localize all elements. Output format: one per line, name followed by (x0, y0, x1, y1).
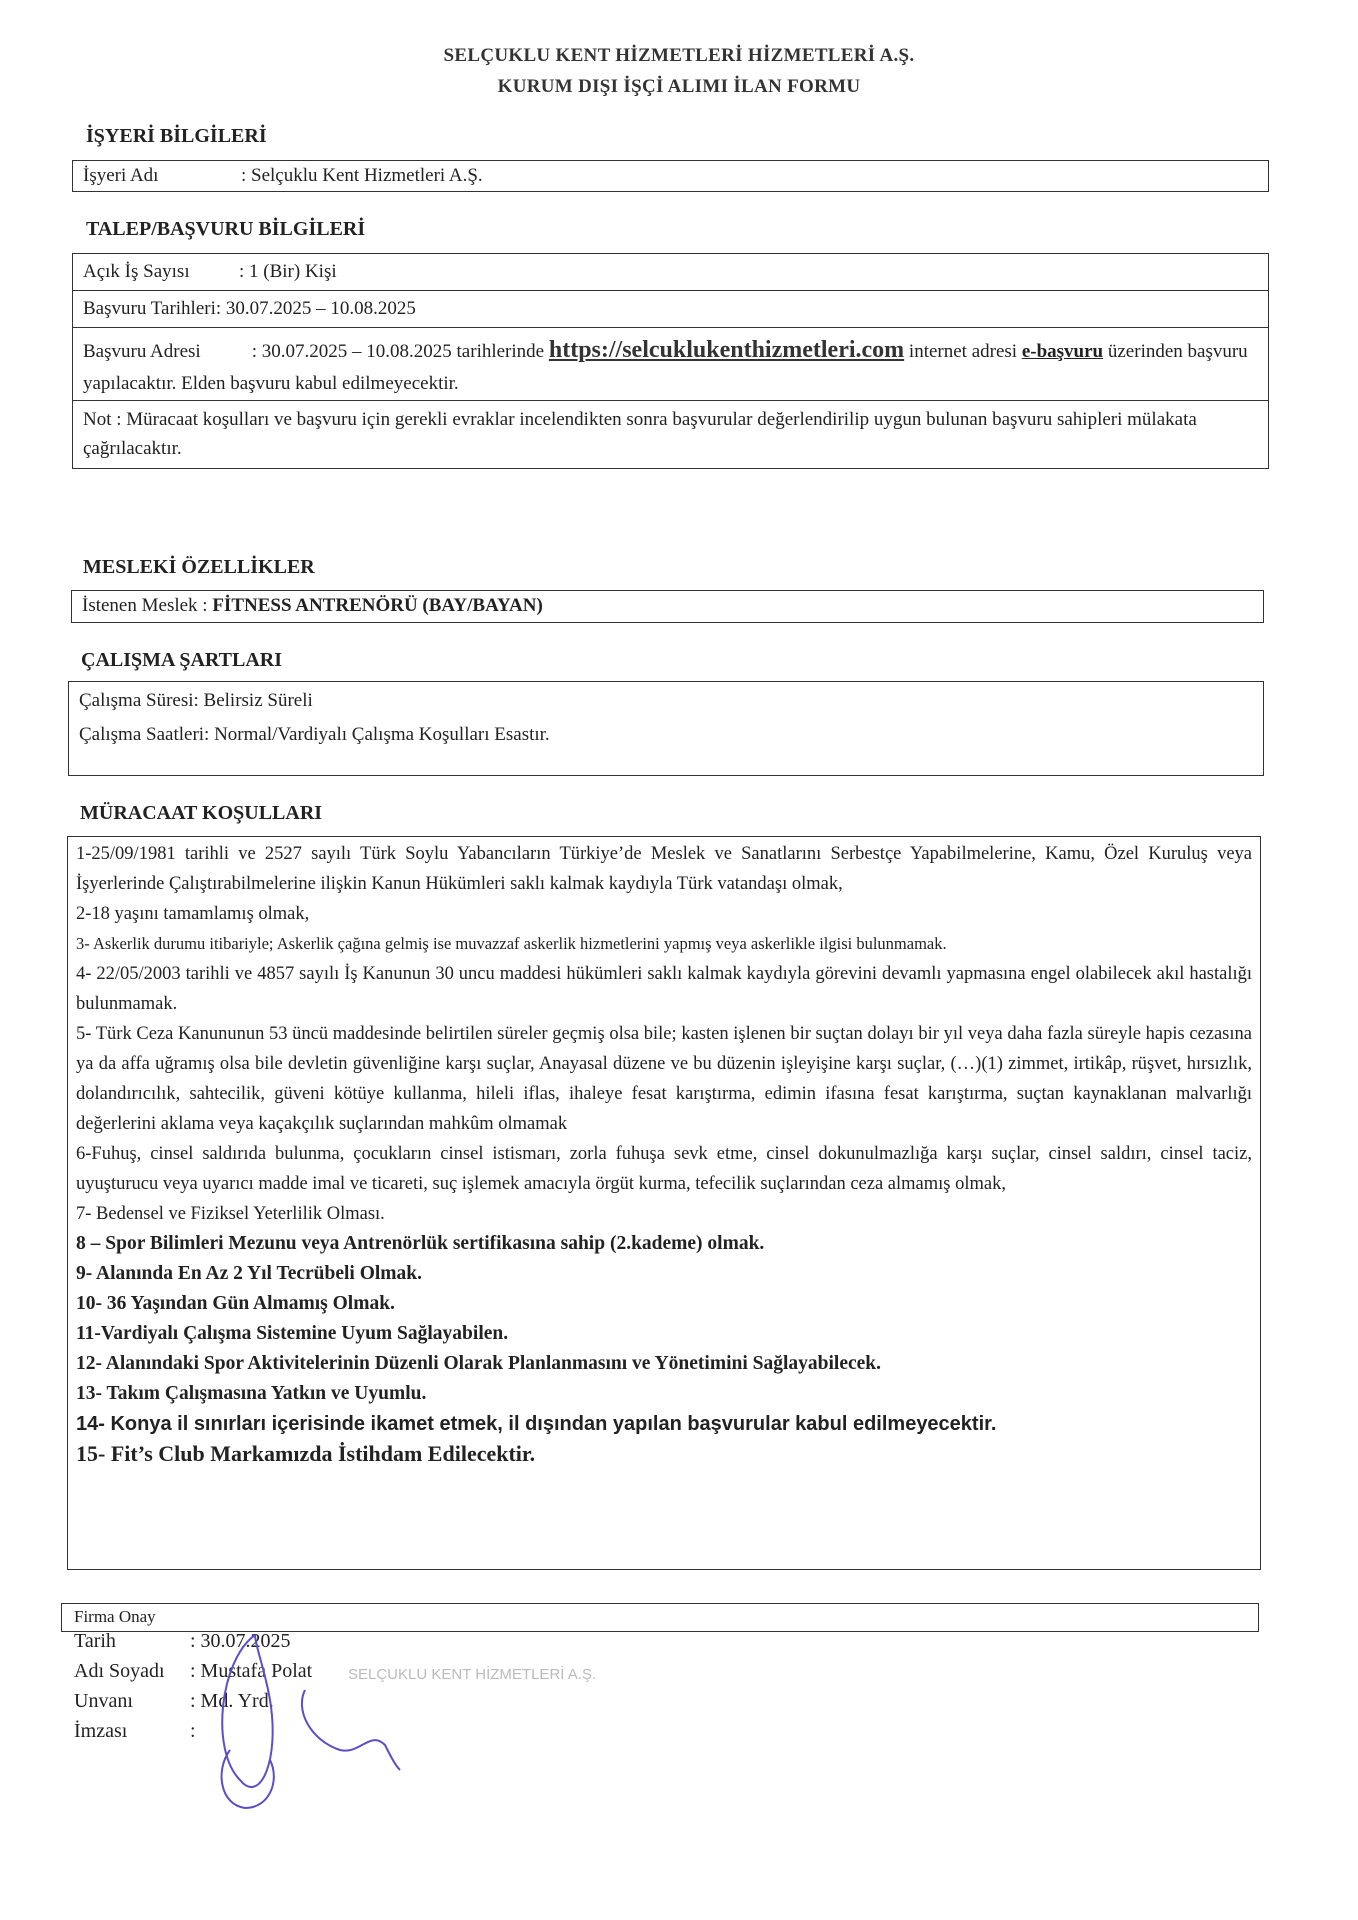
talep-box (72, 253, 1269, 469)
muracaat-heading: MÜRACAAT KOŞULLARI (80, 802, 323, 824)
document-title: SELÇUKLU KENT HİZMETLERİ HİZMETLERİ A.Ş. (443, 45, 915, 66)
condition-9: 9- Alanında En Az 2 Yıl Tecrübeli Olmak. (76, 1263, 423, 1284)
unvan-value: : Md. Yrd. (190, 1690, 274, 1712)
adres-dates: : 30.07.2025 – 10.08.2025 tarihlerinde (251, 341, 545, 362)
condition-1: 1-25/09/1981 tarihli ve 2527 sayılı Türk Soylu Yabancıların Türkiye’de Meslek ve Sanatlarını Serbestçe Yapabilmelerine, Kamu, Özel Kuruluş veya İşyerlerinde Çalıştırabilmelerine ilişkin Kanun Hükümleri saklı kalmak kaydıyla Türk vatandaşı olmak, (76, 844, 1252, 894)
ad-value: : Mustafa Polat (190, 1660, 313, 1682)
meslek-box (71, 590, 1264, 623)
isyeri-label: İşyeri Adı (83, 164, 159, 186)
ad-label: Adı Soyadı (74, 1660, 165, 1682)
imza-label: İmzası (74, 1720, 128, 1742)
isyeri-heading: İŞYERİ BİLGİLERİ (86, 125, 267, 147)
calisma-saatleri: Çalışma Saatleri: Normal/Vardiyalı Çalışma Koşulları Esastır. (79, 724, 550, 745)
calisma-box (68, 681, 1264, 776)
adres-mid: internet adresi (908, 341, 1018, 362)
condition-5: 5- Türk Ceza Kanununun 53 üncü maddesinde belirtilen süreler geçmiş olsa bile; kasten işlenen bir suçtan dolayı bir yıl veya daha fazla süreyle hapis cezasına ya da affa uğramış olsa bile devletin güvenliğine karşı suçlar, Anayasal düzene ve bu düzenin işleyişine karşı suçlar, (…)(1) zimmet, irtikâp, rüşvet, hırsızlık, dolandırıcılık, sahtecilik, güveni kötüye kullanma, hileli iflas, ihaleye fesat karıştırma, edimin ifasına fesat karıştırma, suçtan kaynaklanan malvarlığı değerlerini aklama veya kaçakçılık suçlarından mahkûm olmamak (76, 1024, 1252, 1134)
condition-4: 4- 22/05/2003 tarihli ve 4857 sayılı İş Kanunun 30 uncu maddesi hükümleri saklı kalmak kaydıyla görevini devamlı yapmasına engel olabilecek akıl hastalığı bulunmamak. (76, 964, 1252, 1014)
muracaat-box (67, 836, 1261, 1570)
isyeri-value: : Selçuklu Kent Hizmetleri A.Ş. (241, 164, 483, 186)
meslek-label: İstenen Meslek : (82, 595, 208, 616)
condition-2: 2-18 yaşını tamamlamış olmak, (76, 904, 310, 924)
condition-6: 6-Fuhuş, cinsel saldırıda bulunma, çocukların cinsel istismarı, zorla fuhuşa sevk etme, cinsel dokunulmazlığa karşı suçlar, cinsel saldırı, cinsel taciz, uyuşturucu veya uyarıcı madde imal ve ticareti, suç işlemek amacıyla örgüt kurma, tefecilik suçlarından ceza almamış olmak, (76, 1144, 1252, 1194)
talep-heading: TALEP/BAŞVURU BİLGİLERİ (86, 218, 366, 240)
calisma-suresi: Çalışma Süresi: Belirsiz Süreli (79, 690, 313, 711)
tarih-label: Tarih (74, 1630, 116, 1652)
adres-label: Başvuru Adresi (83, 341, 201, 362)
form-title: KURUM DIŞI İŞÇİ ALIMI İLAN FORMU (497, 76, 861, 97)
condition-3: 3- Askerlik durumu itibariyle; Askerlik çağına gelmiş ise muvazzaf askerlik hizmetlerini yapmış veya askerlikle ilgisi bulunmamak. (76, 934, 947, 953)
not-text: Not : Müracaat koşulları ve başvuru için gerekli evraklar incelendikten sonra başvurular değerlendirilip uygun bulunan başvuru sahipleri mülakata çağrılacaktır. (83, 409, 1197, 459)
meslek-heading: MESLEKİ ÖZELLİKLER (83, 556, 315, 578)
e-basvuru-link[interactable]: e-başvuru (1021, 341, 1104, 362)
approval-section (0, 1630, 700, 1850)
condition-11: 11-Vardiyalı Çalışma Sistemine Uyum Sağlayabilen. (76, 1323, 509, 1344)
condition-8: 8 – Spor Bilimleri Mezunu veya Antrenörlük sertifikasına sahip (2.kademe) olmak. (76, 1233, 765, 1254)
condition-7: 7- Bedensel ve Fiziksel Yeterlilik Olması. (76, 1204, 385, 1224)
isyeri-box (72, 160, 1269, 192)
website-link[interactable]: https://selcuklukenthizmetleri.com (548, 337, 905, 363)
condition-13: 13- Takım Çalışmasına Yatkın ve Uyumlu. (76, 1383, 427, 1404)
calisma-heading: ÇALIŞMA ŞARTLARI (81, 649, 283, 671)
condition-12: 12- Alanındaki Spor Aktivitelerinin Düzenli Olarak Planlanmasını ve Yönetimini Sağlayabilecek. (76, 1353, 882, 1374)
condition-15: 15- Fit’s Club Markamızda İstihdam Edilecektir. (76, 1441, 536, 1466)
imza-value: : (190, 1720, 196, 1742)
signature-icon (200, 1630, 460, 1830)
basvuru-tarihleri: Başvuru Tarihleri: 30.07.2025 – 10.08.2025 (83, 298, 416, 319)
tarih-value: : 30.07.2025 (190, 1630, 291, 1652)
condition-10: 10- 36 Yaşından Gün Almamış Olmak. (76, 1293, 395, 1314)
unvan-label: Unvanı (74, 1690, 133, 1712)
condition-14: 14- Konya il sınırları içerisinde ikamet etmek, il dışından yapılan başvurular kabul edilmeyecektir. (76, 1413, 997, 1435)
acik-value: : 1 (Bir) Kişi (239, 261, 337, 282)
adres-post: üzerinden başvuru yapılacaktır. Elden başvuru kabul edilmeyecektir. (83, 341, 1248, 394)
firma-onay-label: Firma Onay (74, 1607, 156, 1626)
acik-label: Açık İş Sayısı (83, 261, 190, 282)
meslek-value: FİTNESS ANTRENÖRÜ (BAY/BAYAN) (212, 595, 543, 616)
company-stamp: SELÇUKLU KENT HİZMETLERİ A.Ş. (348, 1666, 597, 1683)
firma-onay-box (61, 1603, 1259, 1632)
